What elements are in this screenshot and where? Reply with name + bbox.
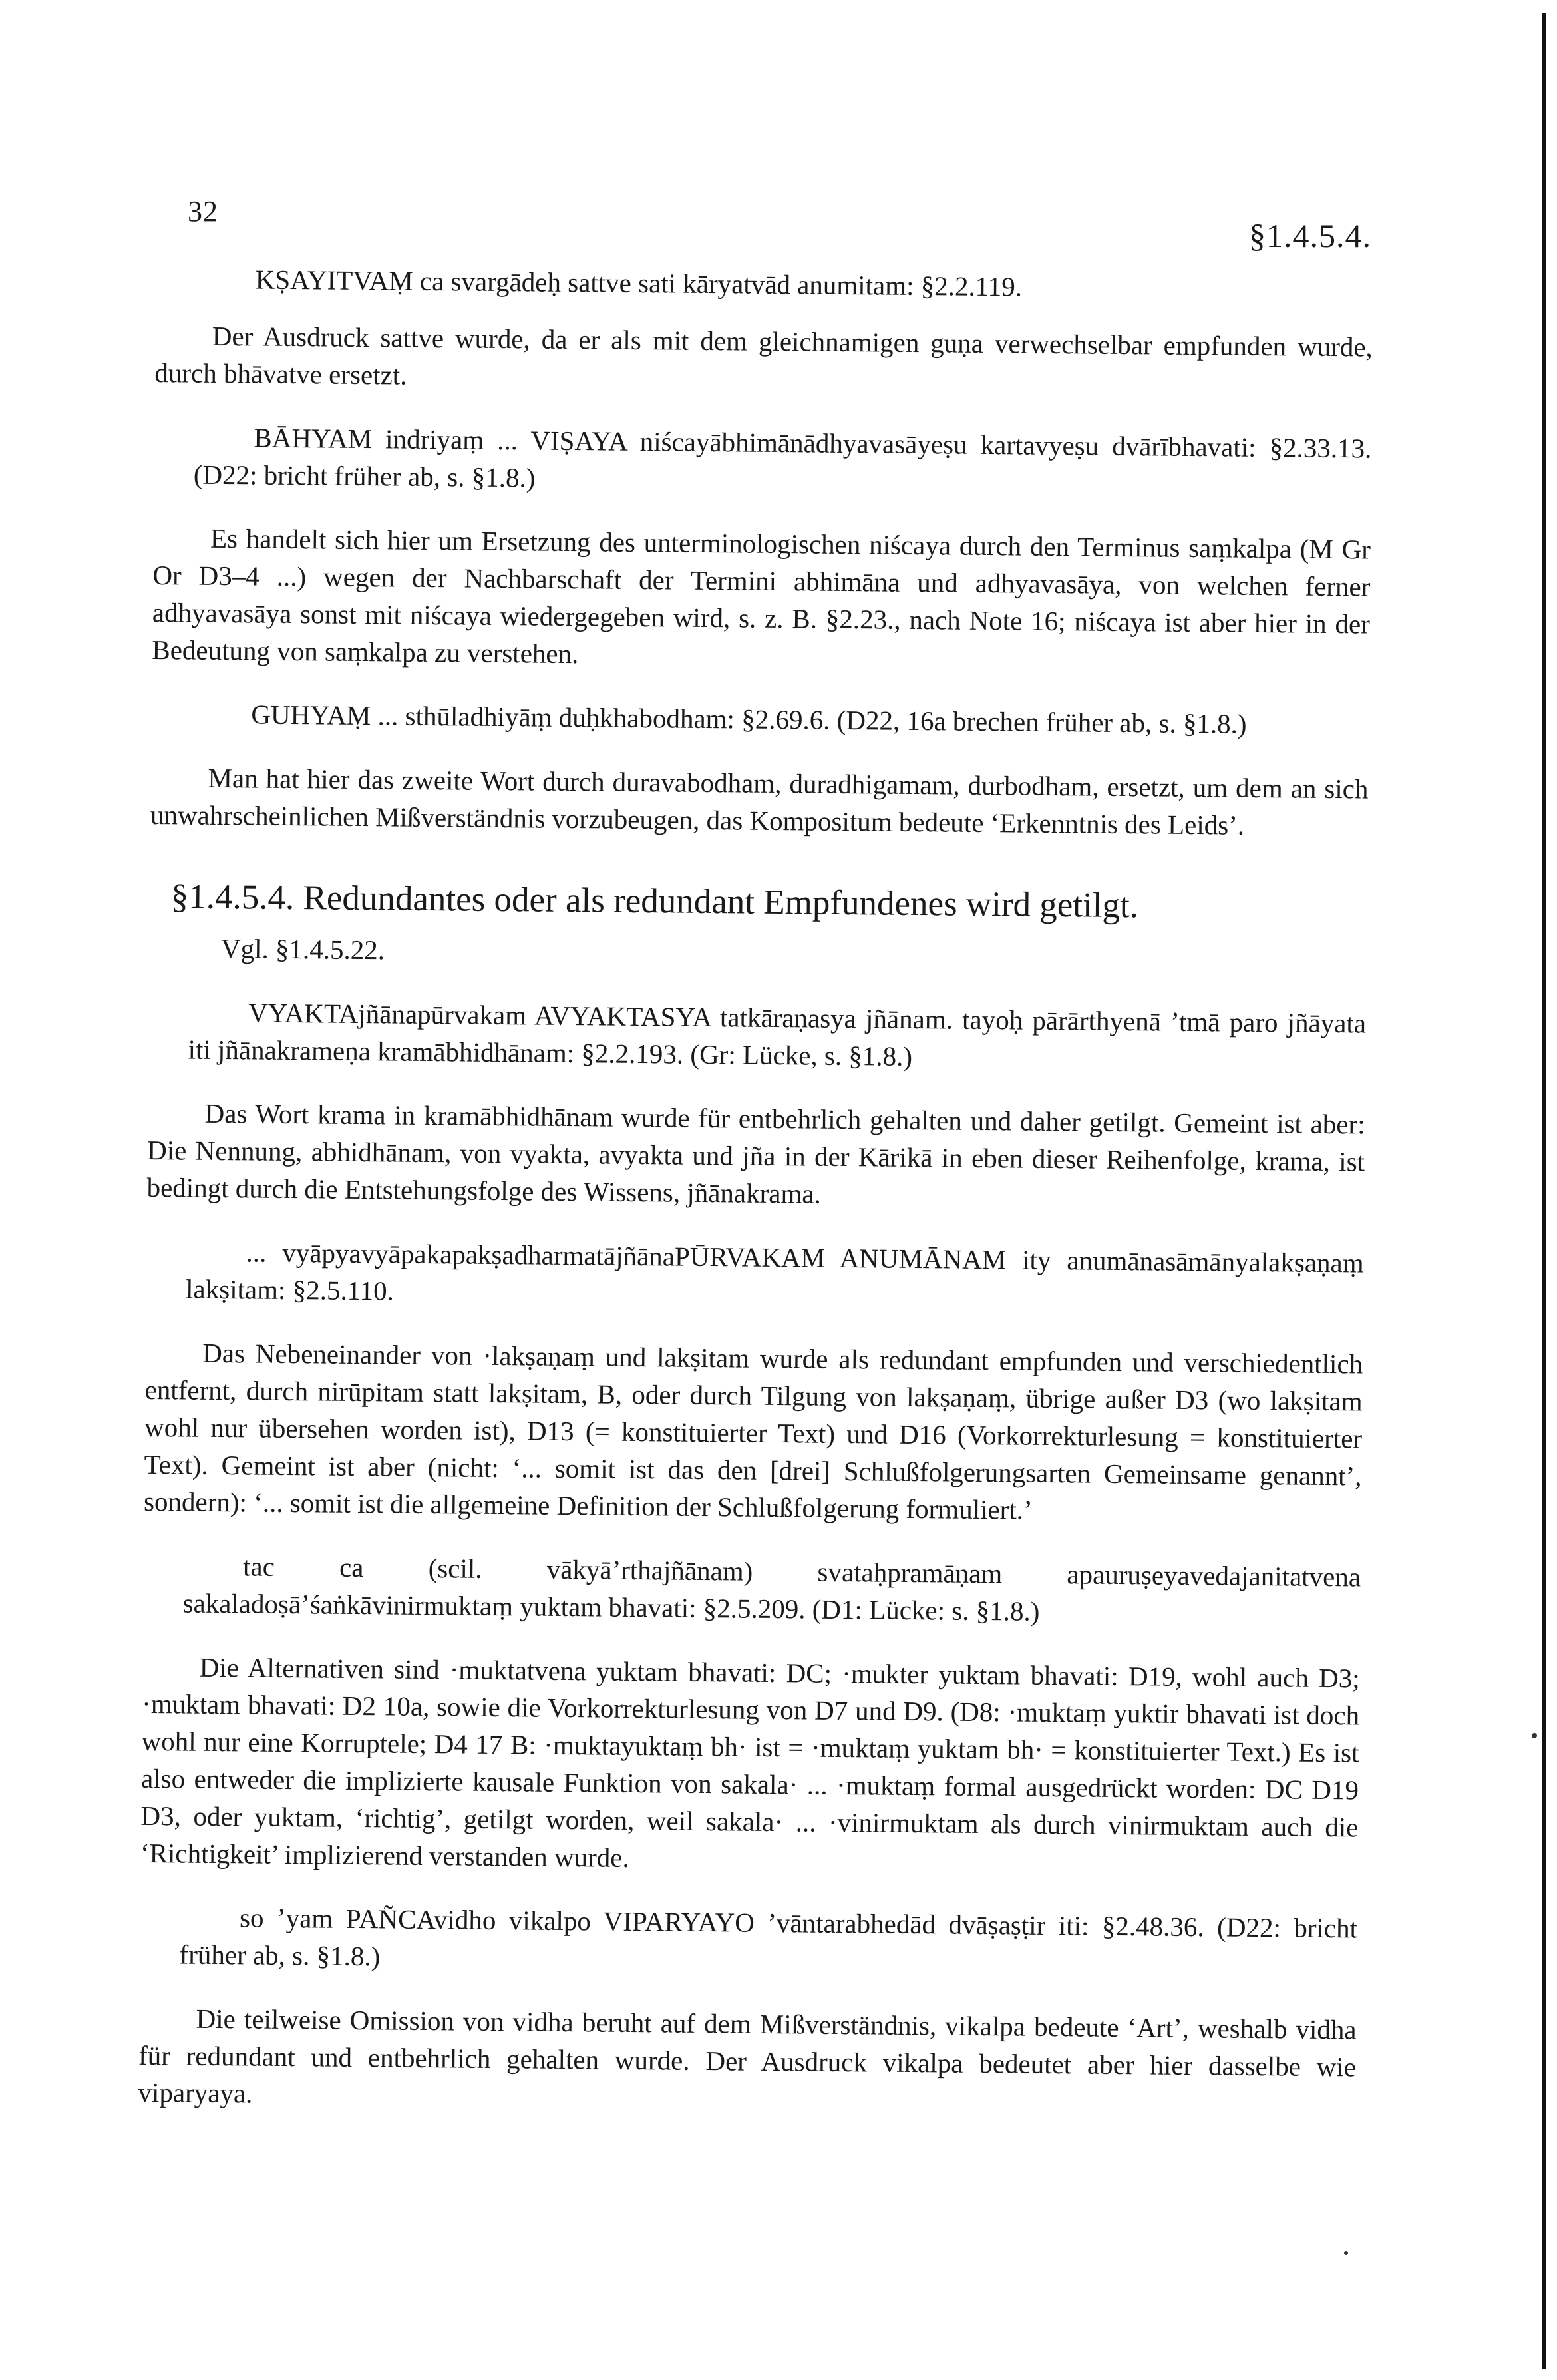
commentary-paragraph: Es handelt sich hier um Ersetzung des unterminologischen niścaya durch den Terminus saṃkalpa (M Gr Or D3–4 ...) wegen der Nachbarschaft der Termini abhimāna und adhyavasāya, von welchen ferner adhyavasāya sonst mit niścaya wiedergegeben wird, s. z. B. §2.23., nach Note 16; niścaya ist aber hier in der Bedeutung von saṃkalpa zu verstehen. (152, 522, 1371, 670)
page-body (138, 260, 1373, 2149)
commentary-paragraph: Das Wort krama in kramābhidhānam wurde für entbehrlich gehalten und daher getilgt. Gemeint ist aber: Die Nennung, abhidhānam, von vyakta, avyakta und jña in der Kārikā in eben dieser Reihenfolge, krama, ist bedingt durch die Entstehungsfolge des Wissens, jñānakrama. (146, 1097, 1365, 1209)
page-number: 32 (188, 195, 218, 228)
commentary-paragraph: Die teilweise Omission von vidha beruht auf dem Mißverständnis, vikalpa bedeute ‘Art’, weshalb vidha für redundant und entbehrlich gehalten wurde. Der Ausdruck vikalpa bedeutet aber hier dasselbe wie viparyaya. (138, 2003, 1357, 2109)
commentary-paragraph: Man hat hier das zweite Wort durch duravabodham, duradhigamam, durbodham, ersetzt, um dem an sich unwahrscheinlichen Mißverständnis vorzubeugen, das Kompositum bedeute ‘Erkenntnis des Leids’. (150, 762, 1369, 841)
commentary-paragraph: Das Nebeneinander von ·lakṣaṇaṃ und lakṣitam wurde als redundant empfunden und verschiedentlich entfernt, durch nirūpitam statt lakṣitam, B, oder durch Tilgung von lakṣaṇaṃ, übrige außer D3 (wo lakṣitam wohl nur übersehen worden ist), D13 (= konstituierter Text) und D16 (Vorkorrekturlesung = konstituierter Text). Gemeint ist aber (nicht: ‘... somit ist das den [drei] Schlußfolgerungsarten Gemeinsame genannt’, sondern): ‘... somit ist die allgemeine Definition der Schlußfolgerung formuliert.’ (143, 1337, 1363, 1525)
quote-paragraph: ... vyāpyavyāpakapakṣadharmatājñānaPŪRVAKAM ANUMĀNAM ity anumānasāmānyalakṣaṇaṃ lakṣitam: §2.5.110. (185, 1237, 1364, 1306)
section-heading: §1.4.5.4. Redundantes oder als redundant Empfundenes wird getilgt. (170, 877, 1139, 926)
quote-paragraph: KṢAYITVAṂ ca svargādeḥ sattve sati kāryatvād anumitam: §2.2.119. (255, 264, 1023, 302)
commentary-paragraph: Die Alternativen sind ·muktatvena yuktam bhavati: DC; ·mukter yuktam bhavati: D19, wohl auch D3; ·muktam bhavati: D2 10a, sowie die Vorkorrekturlesung von D7 und D9. (D8: ·muktaṃ yuktir bhavati ist doch wohl nur eine Korruptele; D4 17 B: ·muktayuktaṃ bh· ist = ·muktaṃ yuktam bh· = konstituierter Text.) Es ist also entweder die implizierte kausale Funktion von sakala· ... ·muktaṃ formal ausgedrückt worden: DC D19 D3, oder yuktam, ‘richtig’, getilgt worden, weil sakala· ... ·vinirmuktam als durch vinirmuktam auch die ‘Richtigkeit’ implizierend verstanden wurde. (140, 1651, 1360, 1873)
quote-paragraph: VYAKTAjñānapūrvakam AVYAKTASYA tatkāraṇasya jñānam. tayoḥ pārārthyenā ’tmā paro jñāyata iti jñānakrameṇa kramābhidhānam: §2.2.193. (Gr: Lücke, s. §1.8.) (188, 997, 1367, 1072)
quote-paragraph: tac ca (scil. vākyā’rthajñānam) svataḥpramāṇam apauruṣeyavedajanitatvena sakaladoṣā’śaṅkāvinirmuktaṃ yuktam bhavati: §2.5.209. (D1: Lücke: s. §1.8.) (182, 1551, 1361, 1627)
margin-mark (1344, 2251, 1348, 2255)
cross-reference: Vgl. §1.4.5.22. (220, 932, 385, 966)
quote-paragraph: so ’yam PAÑCAvidho vikalpo VIPARYAYO ’vāntarabhedād dvāṣaṣṭir iti: §2.48.36. (D22: bricht früher ab, s. §1.8.) (179, 1902, 1358, 1972)
commentary-paragraph: Der Ausdruck sattve wurde, da er als mit dem gleichnamigen guṇa verwechselbar empfunden wurde, durch bhāvatve ersetzt. (154, 320, 1373, 391)
running-head: §1.4.5.4. (1249, 217, 1371, 254)
quote-paragraph: BĀHYAM indriyaṃ ... VIṢAYA niścayābhimānādhyavasāyeṣu kartavyeṣu dvārībhavati: §2.33.13. (D22: bricht früher ab, s. §1.8.) (193, 422, 1372, 493)
page-edge-line (1542, 13, 1546, 2369)
margin-mark (1532, 1733, 1537, 1738)
quote-paragraph: GUHYAṂ ... sthūladhiyāṃ duḥkhabodham: §2.69.6. (D22, 16a brechen früher ab, s. §1.8.) (251, 699, 1247, 739)
